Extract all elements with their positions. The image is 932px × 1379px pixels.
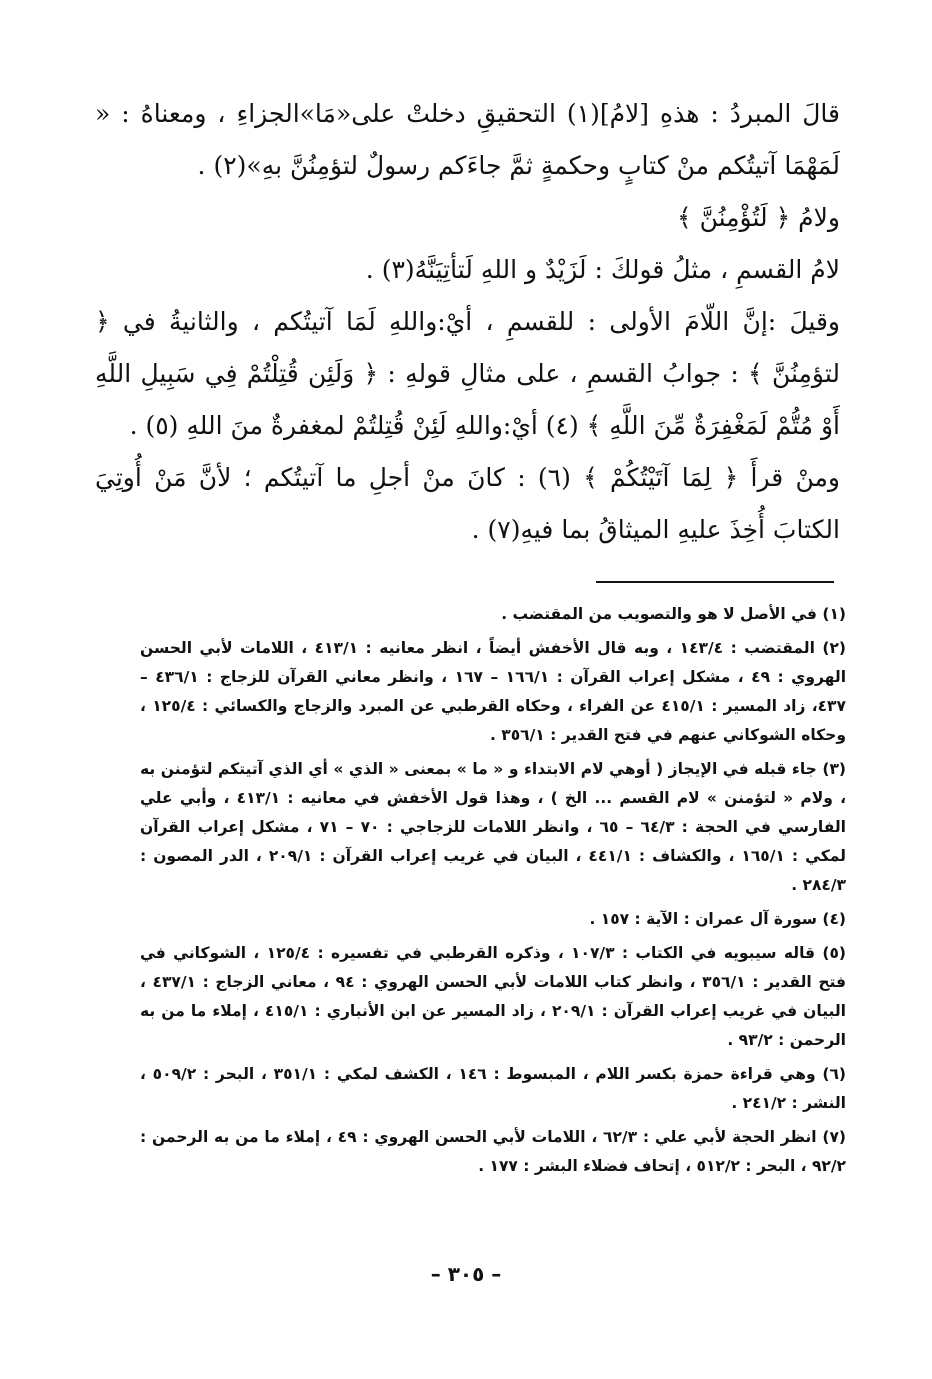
paragraph-3: لامُ القسمِ ، مثلُ قولكَ : لَزَيْدٌ و اللهِ لَتأتِيَنَّهُ(٣) .: [365, 255, 840, 284]
paragraph-2: ولامُ ﴿ لَتُؤْمِنُنَّ ﴾: [677, 203, 840, 232]
page-number: – ٣٠٥ –: [430, 1262, 502, 1286]
footnote-7: (٧) انظر الحجة لأبي علي : ٦٢/٣ ، اللامات لأبي الحسن الهروي : ٤٩ ، إملاء ما من به الرحمن : ٩٢/٢ ، البحر : ٥١٢/٢ ، إتحاف فضلاء البشر : ١٧٧ .: [140, 1128, 846, 1175]
footnote-3: (٣) جاء قبله في الإيجاز ( أوهي لام الابتداء و « ما » بمعنى « الذي » أي الذي آتيتكم لتؤمنن به ، ولام « لتؤمنن » لام القسم ... الخ ) ، وهذا قول الأخفش في معانيه : ٤١٣/١ ، وأبي علي الفارسي في الحجة : ٦٤/٣ – ٦٥ ، وانظر اللامات للزجاجي : ٧٠ – ٧١ ، مشكل إعراب القرآن لمكي : ١٦٥/١ ، والكشاف : ٤٤١/١ ، البيان في غريب إعراب القرآن : ٢٠٩/١ ، الدر المصون : ٢٨٤/٣ .: [140, 760, 847, 894]
main-text: [95, 88, 840, 556]
paragraph-1: قالَ المبردُ : هذهِ [لامُ](١) التحقيقِ دخلتْ على«مَا»الجزاءِ ، ومعناهُ : « لَمَهْمَا آتيتُكم منْ كتابٍ وحكمةٍ ثمَّ جاءَكم رسولٌ لتؤمِنُنَّ بهِ»(٢) .: [95, 99, 840, 180]
paragraph-5: ومنْ قرأَ ﴿ لِمَا آتَيْتُكُمْ ﴾ (٦) : كانَ منْ أجلِ ما آتيتُكم ؛ لأنَّ مَنْ أُوتِيَ الكتابَ أُخِذَ عليهِ الميثاقُ بما فيهِ(٧) .: [95, 463, 840, 544]
footnote-2: (٢) المقتضب : ١٤٣/٤ ، وبه قال الأخفش أيضاً ، انظر معانيه : ٤١٣/١ ، اللامات لأبي الحسن الهروي : ٤٩ ، مشكل إعراب القرآن : ١٦٦/١ – ١٦٧ ، وانظر معاني القرآن للزجاج : ٤٣٦/١ – ٤٣٧، زاد المسير : ٤١٥/١ عن الفراء ، وحكاه القرطبي عن المبرد والزجاج والكسائي : ١٢٥/٤ ، وحكاه الشوكاني عنهم في فتح القدير : ٣٥٦/١ .: [140, 639, 847, 744]
footnote-1: (١) في الأصل لا هو والتصويب من المقتضب .: [501, 605, 846, 623]
paragraph-4: وقيلَ :إنَّ اللّامَ الأولى : للقسمِ ، أيْ:واللهِ لَمَا آتيتُكم ، والثانيةُ في ﴿ لتؤمِنُنَّ ﴾ : جوابُ القسمِ ، على مثالِ قولهِ : ﴿ وَلَئِن قُتِلْتُمْ فِي سَبِيلِ اللَّهِ أَوْ مُتُّمْ لَمَغْفِرَةٌ مِّنَ اللَّهِ ﴾ (٤) أيْ:واللهِ لَئِنْ قُتِلتُمْ لمغفرةٌ منَ اللهِ (٥) .: [95, 307, 841, 440]
footnote-divider: [596, 581, 834, 583]
footnote-4: (٤) سورة آل عمران : الآية : ١٥٧ .: [589, 910, 846, 928]
footnote-5: (٥) قاله سيبويه في الكتاب : ١٠٧/٣ ، وذكره القرطبي في تفسيره : ١٢٥/٤ ، الشوكاني في فتح القدير : ٣٥٦/١ ، وانظر كتاب اللامات لأبي الحسن الهروي : ٩٤ ، معاني الزجاج : ٤٣٧/١ ، البيان في غريب إعراب القرآن : ٢٠٩/١ ، زاد المسير عن ابن الأنباري : ٤١٥/١ ، إملاء ما من به الرحمن : ٩٣/٢ .: [140, 944, 846, 1049]
footnote-6: (٦) وهي قراءة حمزة بكسر اللام ، المبسوط : ١٤٦ ، الكشف لمكي : ٣٥١/١ ، البحر : ٥٠٩/٢ ، النشر : ٢٤١/٢ .: [140, 1065, 846, 1112]
footnotes: [140, 600, 846, 1186]
